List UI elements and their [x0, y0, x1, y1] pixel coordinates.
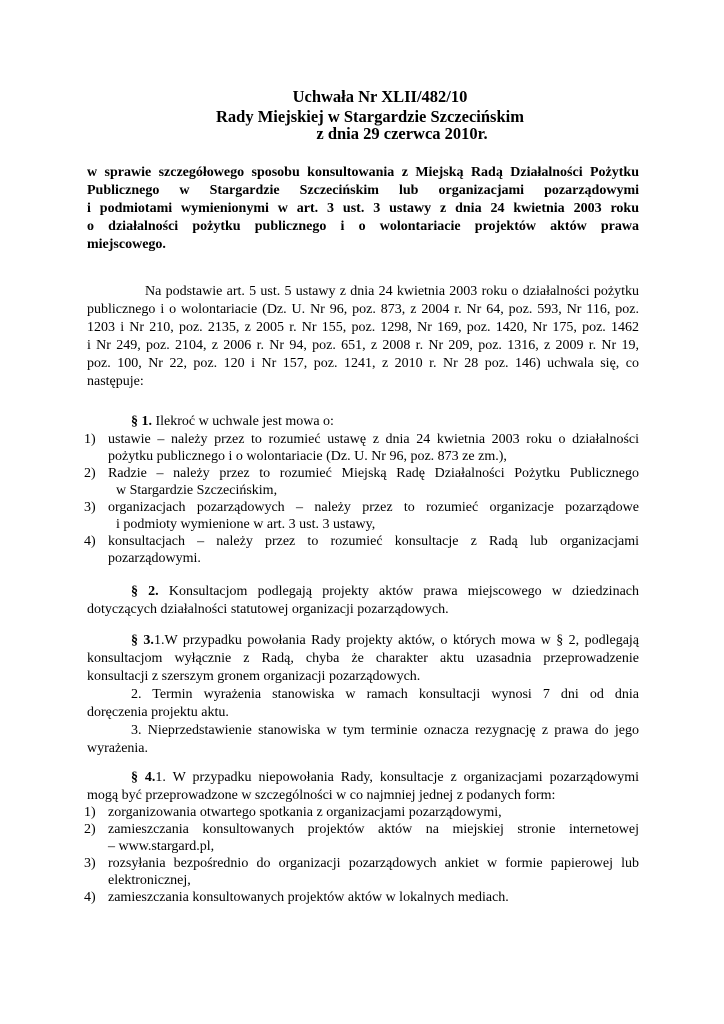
section-4	[87, 769, 639, 805]
council-name-title: Rady Miejskiej w Stargardzie Szczecińskim	[216, 107, 524, 126]
list-item-line: ustawie – należy przez to rozumieć ustawę z dnia 24 kwietnia 2003 roku o działalności	[108, 432, 639, 447]
list-item	[84, 533, 639, 567]
list-item-number: 1)	[84, 805, 96, 820]
section-2	[87, 583, 639, 619]
subject-line: w sprawie szczegółowego sposobu konsultowania z Miejską Radą Działalności Pożytku	[87, 165, 639, 180]
list-item-line: zorganizowania otwartego spotkania z organizacjami pozarządowymi,	[108, 805, 502, 820]
section-2-mark: § 2.	[131, 584, 159, 599]
section-1-definitions	[84, 431, 639, 567]
subject-line: o działalności pożytku publicznego i o wolontariacie projektów aktów prawa	[87, 219, 639, 234]
list-item-line: konsultacjach – należy przez to rozumieć konsultacje z Radą lub organizacjami	[108, 534, 639, 549]
section-3-p1-text: 1.W przypadku powołania Rady projekty aktów, o których mowa w § 2, podlegają	[153, 633, 640, 648]
section-4-mark: § 4.	[131, 770, 156, 785]
list-item-line: Radzie – należy przez to rozumieć Miejską Radę Działalności Pożytku Publicznego	[108, 466, 639, 481]
list-item	[84, 431, 639, 465]
section-4-line: mogą być przeprowadzone w szczególności w co najmniej jednej z podanych form:	[87, 788, 556, 803]
subject-line: miejscowego.	[87, 237, 166, 252]
preamble-line: następuje:	[87, 374, 144, 389]
preamble-line: poz. 100, Nr 22, poz. 120 i Nr 157, poz. 1241, z 2010 r. Nr 28 poz. 146) uchwala się, co	[87, 356, 639, 371]
list-item-line: w Stargardzie Szczecińskim,	[116, 483, 278, 498]
preamble	[87, 283, 639, 391]
section-4-forms	[84, 804, 639, 906]
resolution-subject	[87, 164, 639, 254]
section-4-p1-text: 1. W przypadku niepowołania Rady, konsultacje z organizacjami pozarządowymi	[155, 770, 640, 785]
list-item-line: zamieszczania konsultowanych projektów aktów na miejskiej stronie internetowej	[108, 822, 639, 837]
preamble-line: i Nr 249, poz. 2104, z 2006 r. Nr 94, poz. 651, z 2008 r. Nr 209, poz. 1316, z 2009 r. Nr 19,	[87, 338, 639, 353]
preamble-line: Na podstawie art. 5 ust. 5 ustawy z dnia 24 kwietnia 2003 roku o działalności pożytku	[145, 284, 639, 299]
list-item	[84, 855, 639, 889]
list-item-line: rozsyłania bezpośrednio do organizacji pozarządowych ankiet w formie papierowej lub	[108, 856, 639, 871]
list-item	[84, 465, 639, 499]
section-1-mark: § 1.	[131, 414, 152, 429]
list-item-line: i podmioty wymienione w art. 3 ust. 3 ustawy,	[116, 517, 376, 532]
list-item-number: 4)	[84, 534, 96, 549]
list-item-number: 2)	[84, 822, 96, 837]
list-item-line: elektronicznej,	[108, 873, 191, 888]
section-3-line: wyrażenia.	[87, 741, 149, 756]
section-3-line: konsultacjom wyłącznie z Radą, chyba że charakter aktu uzasadnia przeprowadzenie	[87, 651, 639, 666]
list-item	[84, 804, 639, 821]
list-item	[84, 889, 639, 906]
section-3-mark: § 3.	[131, 633, 154, 648]
list-item-number: 3)	[84, 856, 96, 871]
section-3-line: doręczenia projektu aktu.	[87, 705, 229, 720]
resolution-number-title: Uchwała Nr XLII/482/10	[292, 87, 468, 106]
section-1-intro	[87, 413, 639, 431]
list-item-number: 4)	[84, 890, 96, 905]
section-1-intro-text: Ilekroć w uchwale jest mowa o:	[152, 414, 334, 429]
subject-line: i podmiotami wymienionymi w art. 3 ust. 3 ustawy z dnia 24 kwietnia 2003 roku	[87, 201, 639, 216]
subject-line: Publicznego w Stargardzie Szczecińskim lub organizacjami pozarządowymi	[87, 183, 639, 198]
section-2-line: dotyczących działalności statutowej organizacji pozarządowych.	[87, 602, 449, 617]
list-item	[84, 499, 639, 533]
list-item-number: 1)	[84, 432, 96, 447]
list-item-line: organizacjach pozarządowych – należy przez to rozumieć organizacje pozarządowe	[108, 500, 639, 515]
section-3-line: 3. Nieprzedstawienie stanowiska w tym terminie oznacza rezygnację z prawa do jego	[131, 723, 639, 738]
list-item-line: zamieszczania konsultowanych projektów aktów w lokalnych mediach.	[108, 890, 509, 905]
section-3-line: konsultacji z szerszym gronem organizacji pozarządowych.	[87, 669, 421, 684]
preamble-line: publicznego i o wolontariacie (Dz. U. Nr 96, poz. 873, z 2004 r. Nr 64, poz. 593, Nr 116, poz.	[87, 302, 639, 317]
section-3-line: 2. Termin wyrażenia stanowiska w ramach konsultacji wynosi 7 dni od dnia	[131, 687, 639, 702]
list-item-number: 2)	[84, 466, 96, 481]
section-2-text: Konsultacjom podlegają projekty aktów prawa miejscowego w dziedzinach	[158, 584, 639, 599]
list-item-line: – www.stargard.pl,	[108, 839, 215, 854]
list-item-line: pozarządowymi.	[108, 551, 201, 566]
list-item	[84, 821, 639, 855]
section-3	[87, 632, 639, 758]
list-item-number: 3)	[84, 500, 96, 515]
resolution-date-title: z dnia 29 czerwca 2010r.	[316, 124, 488, 143]
preamble-line: 1203 i Nr 210, poz. 2135, z 2005 r. Nr 155, poz. 1298, Nr 169, poz. 1420, Nr 175, poz. 1462	[87, 320, 639, 335]
list-item-line: pożytku publicznego i o wolontariacie (Dz. U. Nr 96, poz. 873 ze zm.),	[108, 449, 507, 464]
